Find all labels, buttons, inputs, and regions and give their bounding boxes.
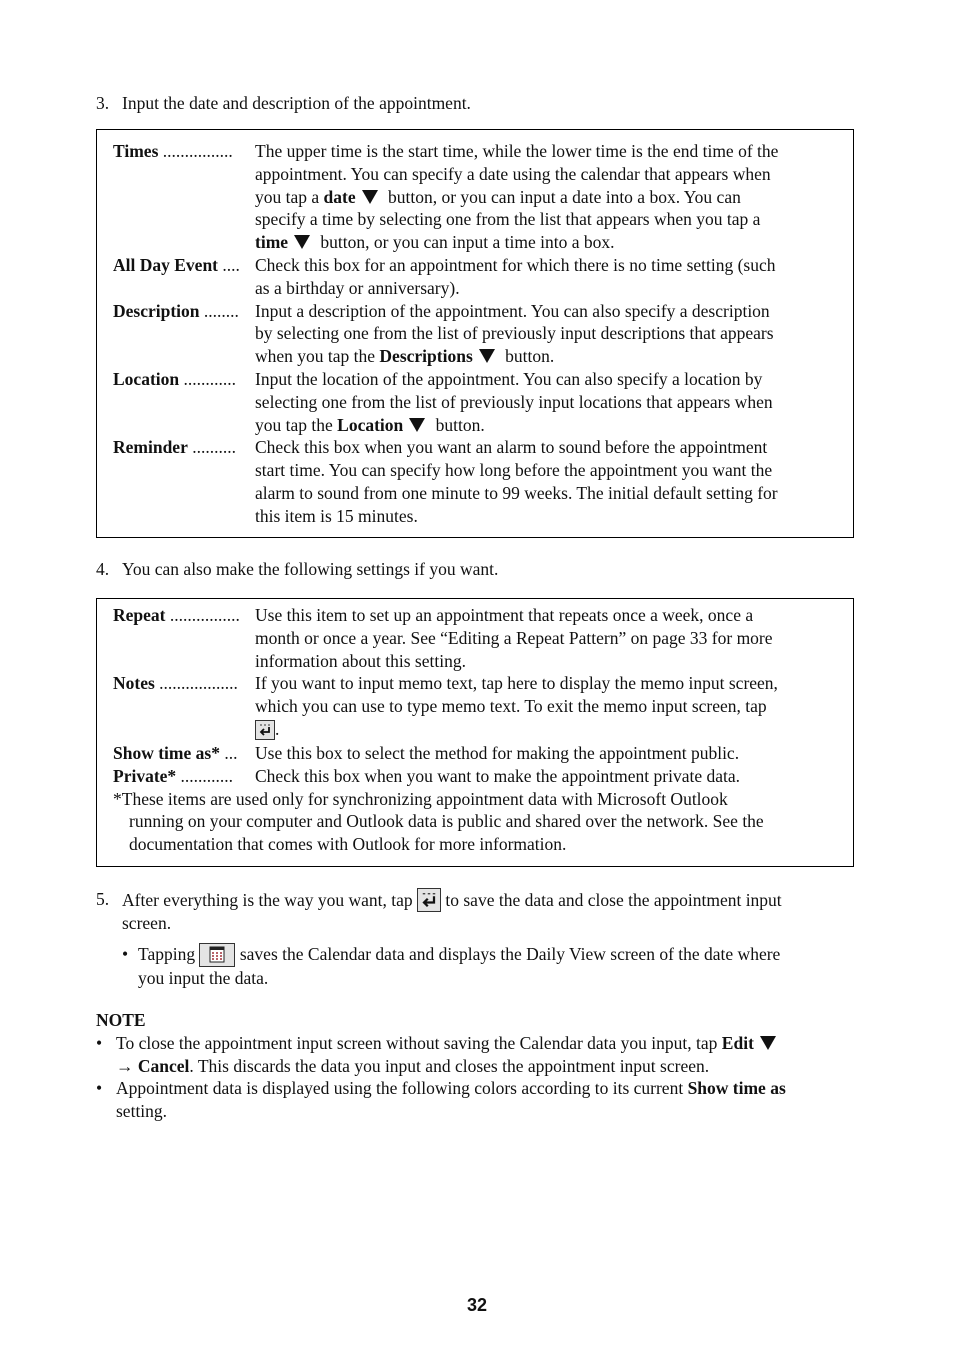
calendar-icon <box>199 943 235 967</box>
field-all-day-event: All Day Event .... Check this box for an appointment for which there is no time setting (such as a birthday or anniversary). <box>113 254 837 300</box>
term-label: Times <box>113 141 159 161</box>
optional-settings-box <box>96 598 854 867</box>
term-description: Check this box when you want an alarm to sound before the appointment start time. You can specify how long before the appointment you want the alarm to sound from one minute to 99 weeks. The initial default setting for this item is 15 minutes. <box>255 437 778 526</box>
field-list <box>113 604 837 856</box>
term-label: Repeat <box>113 605 166 625</box>
field-times: Times ................ The upper time is the start time, while the lower time is the end time of the appointment. You can specify a date using the calendar that appears when you tap a date button, or you can input a date into a box. You can specify a time by selecting one from the list that appears when you tap a time button, or you can input a time into a box. <box>113 140 837 254</box>
term-description: Check this box when you want to make the appointment private data. <box>255 765 741 786</box>
field-private: Private* ............ Check this box when you want to make the appointment private data. <box>113 765 837 788</box>
field-reminder: Reminder .......... Check this box when you want an alarm to sound before the appointment start time. You can specify how long before the appointment you want the alarm to sound from one minute to 99 weeks. The initial default setting for this item is 15 minutes. <box>113 436 837 527</box>
return-arrow-icon <box>255 720 275 740</box>
term-description: Use this box to select the method for making the appointment public. <box>255 742 740 763</box>
field-notes: Notes .................. If you want to input memo text, tap here to display the memo input screen, which you can use to type memo text. To exit the memo input screen, tap . <box>113 672 837 742</box>
step-text: Input the date and description of the appointment. <box>122 93 471 113</box>
step-5: 5. After everything is the way you want, tap to save the data and close the appointment input screen. • Tapping saves the Calendar data and displays the Daily View screen of the date where you input the data. <box>96 888 856 990</box>
dropdown-triangle-icon <box>479 349 495 363</box>
save-close-icon <box>417 888 441 912</box>
field-list <box>113 140 837 528</box>
field-repeat: Repeat ................ Use this item to set up an appointment that repeats once a week, once a month or once a year. See “Editing a Repeat Pattern” on page 33 for more information about this setting. <box>113 604 837 672</box>
dropdown-triangle-icon <box>409 418 425 432</box>
note-heading: NOTE <box>96 1010 146 1030</box>
footnote: *These items are used only for synchronizing appointment data with Microsoft Outlook running on your computer and Outlook data is public and shared over the network. See the documentation that comes with Outlook for more information. <box>113 788 764 855</box>
step-text: You can also make the following settings if you want. <box>122 559 499 579</box>
field-show-time-as: Show time as* ... Use this box to select the method for making the appointment public. <box>113 742 837 765</box>
field-description: Description ........ Input a description of the appointment. You can also specify a description by selecting one from the list of previously input descriptions that appears when you tap the Descriptions button. <box>113 300 837 368</box>
step-number: 3. <box>96 93 110 113</box>
dropdown-triangle-icon <box>294 235 310 249</box>
step-3 <box>96 92 471 115</box>
step-number: 5. <box>96 889 110 909</box>
term-label: Location <box>113 368 180 389</box>
page-number: 32 <box>466 1295 488 1315</box>
term-description: Input a description of the appointment. You can also specify a description by selecting one from the list of previously input descriptions that appears when you tap the Descriptions button. <box>255 300 774 367</box>
appointment-fields-box <box>96 129 854 538</box>
step-number: 4. <box>96 559 110 579</box>
note-section <box>96 1009 856 1123</box>
term-description: Input the location of the appointment. You can also specify a location by selecting one from the list of previously input locations that appears when you tap the Location button. <box>255 368 773 435</box>
step-5-bullet: • Tapping saves the Calendar data and displays the Daily View screen of the date where you input the data. <box>122 943 781 988</box>
dropdown-triangle-icon <box>760 1036 776 1050</box>
term-description: Use this item to set up an appointment that repeats once a week, once a month or once a year. See “Editing a Repeat Pattern” on page 33 for more information about this setting. <box>255 605 773 671</box>
dropdown-triangle-icon <box>362 190 378 204</box>
term-label: Reminder <box>113 437 188 458</box>
term-description: Check this box for an appointment for which there is no time setting (such as a birthday or anniversary). <box>255 254 776 298</box>
term-label: Description <box>113 300 200 321</box>
term-label: Notes <box>113 673 155 694</box>
term-description: If you want to input memo text, tap here to display the memo input screen, which you can use to type memo text. To exit the memo input screen, tap . <box>255 673 778 739</box>
term-label: Show time as* <box>113 742 220 763</box>
term-description: The upper time is the start time, while the lower time is the end time of the appointment. You can specify a date using the calendar that appears when you tap a date button, or you can input a date into a box. You can specify a time by selecting one from the list that appears when you tap a time button, or you can input a time into a box. <box>255 141 779 253</box>
step-4 <box>96 558 498 581</box>
term-label: All Day Event <box>113 254 218 275</box>
term-label: Private* <box>113 765 177 786</box>
note-item: • To close the appointment input screen without saving the Calendar data you input, tap Edit → Cancel. This discards the data you input and closes the appointment input screen. <box>96 1032 856 1078</box>
note-item: • Appointment data is displayed using the following colors according to its current Show time as setting. <box>96 1078 786 1122</box>
field-location: Location ............ Input the location of the appointment. You can also specify a location by selecting one from the list of previously input locations that appears when you tap the Location button. <box>113 368 837 436</box>
